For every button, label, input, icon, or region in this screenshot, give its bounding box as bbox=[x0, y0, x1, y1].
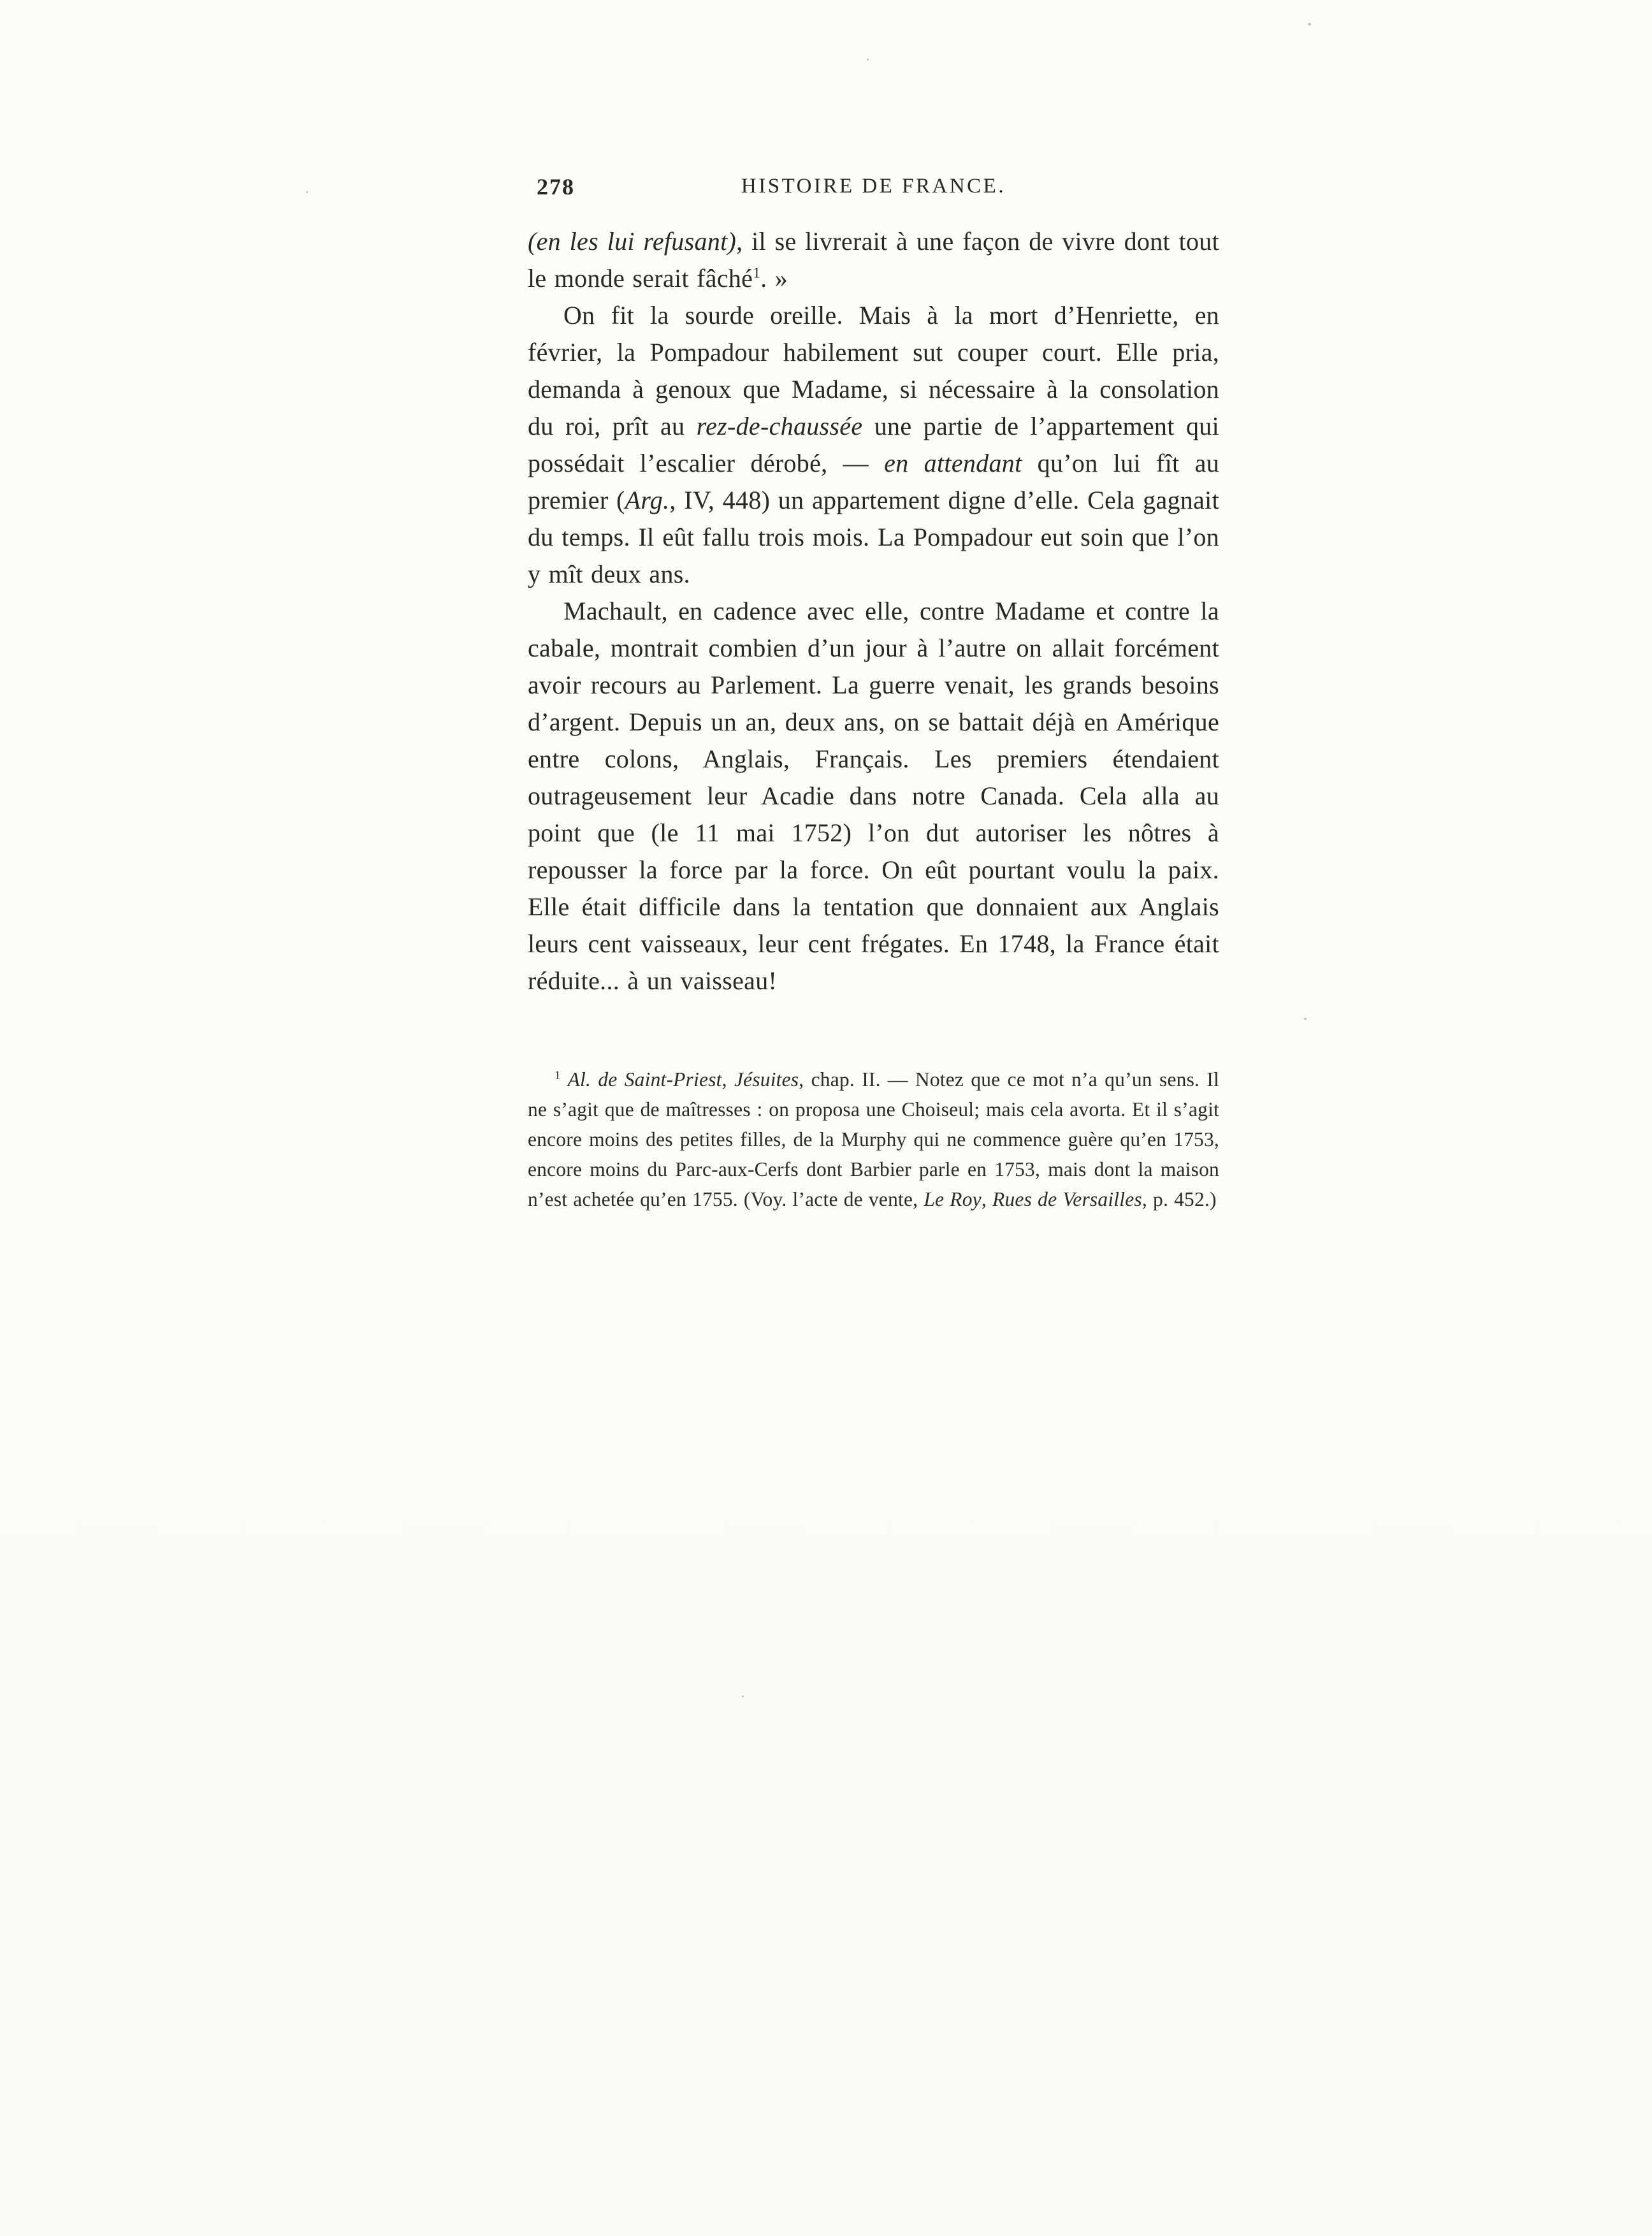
text-segment: en attendant bbox=[884, 449, 1022, 477]
text-segment: , bbox=[721, 1068, 734, 1091]
text-segment: Al. de Saint-Priest bbox=[567, 1068, 722, 1091]
text-segment: qu’on lui fît au premier ( bbox=[528, 449, 1220, 514]
footnote-reference: 1 bbox=[753, 265, 761, 282]
paragraph bbox=[528, 593, 1219, 999]
footnote-reference: 1 bbox=[554, 1068, 561, 1082]
text-segment: Machault, en cadence avec elle, contre Madame et contre la cabale, montrait combien d’un jour à l’autre on allait forcément avoir recours au Parlement. La guerre venait, les grands besoins d’argent. Depuis un an, deux ans, on se battait déjà en Amérique entre colons, Anglais, Français. Les premiers étendaient outrageusement leur Acadie dans notre Canada. Cela alla au point que (le 11 mai 1752) l’on dut autoriser les nôtres à repousser la force par la force. On eût pourtant voulu la paix. Elle était difficile dans la tentation que donnaient aux Anglais leurs cent vaisseaux, leur cent frégates. En 1748, la France était réduite... à un vaisseau! bbox=[528, 597, 1219, 995]
text-segment: . » bbox=[760, 264, 788, 293]
text-segment: , IV, 448) un appartement digne d’elle. Cela gagnait du temps. Il eût fallu trois mois. La Pompadour eut soin que l’on y mît deux ans. bbox=[528, 486, 1219, 588]
running-head bbox=[528, 171, 1219, 204]
text-segment: , chap. II. — Notez que ce mot n’a qu’un sens. Il ne s’agit que de maîtresses : on proposa une Choiseul; mais cela avorta. Et il s’agit encore moins des petites filles, de la Murphy qui ne commence guère qu’en 1753, encore moins du Parc-aux-Cerfs dont Barbier parle en 1753, mais dont la maison n’est achetée qu’en 1755. (Voy. l’acte de vente, bbox=[528, 1068, 1220, 1210]
text-segment: , il se livrerait à une façon de vivre dont tout le monde serait fâché bbox=[528, 227, 1220, 293]
text-segment: , bbox=[981, 1188, 993, 1210]
text-segment: Le Roy bbox=[924, 1188, 982, 1210]
footnote bbox=[528, 1064, 1219, 1214]
text-segment bbox=[560, 1068, 567, 1091]
scan-speck bbox=[742, 1695, 744, 1697]
text-segment: , p. 452.) bbox=[1141, 1188, 1217, 1210]
text-segment: Rues de Versailles bbox=[992, 1188, 1142, 1210]
text-segment: Jésuites bbox=[734, 1068, 799, 1091]
scan-speck bbox=[867, 59, 869, 61]
text-segment: une partie de l’appartement qui possédait l’escalier dérobé, — bbox=[528, 412, 1219, 477]
page-body bbox=[528, 223, 1219, 999]
scan-speck bbox=[1304, 1018, 1307, 1020]
text-segment: rez-de-chaussée bbox=[696, 412, 863, 440]
scan-speck bbox=[1308, 23, 1311, 25]
text-segment: (en les lui refusant) bbox=[528, 227, 737, 256]
page-number: 278 bbox=[537, 174, 575, 200]
running-title: HISTOIRE DE FRANCE. bbox=[741, 175, 1006, 198]
text-segment: Arg. bbox=[625, 486, 670, 514]
text-block bbox=[528, 171, 1219, 1214]
text-segment: On fit la sourde oreille. Mais à la mort d’Henriette, en février, la Pompadour habilement sut couper court. Elle pria, demanda à genoux que Madame, si nécessaire à la consolation du roi, prît au bbox=[528, 301, 1219, 440]
paragraph bbox=[528, 223, 1219, 297]
paragraph bbox=[528, 297, 1219, 593]
scan-speck bbox=[306, 191, 308, 193]
